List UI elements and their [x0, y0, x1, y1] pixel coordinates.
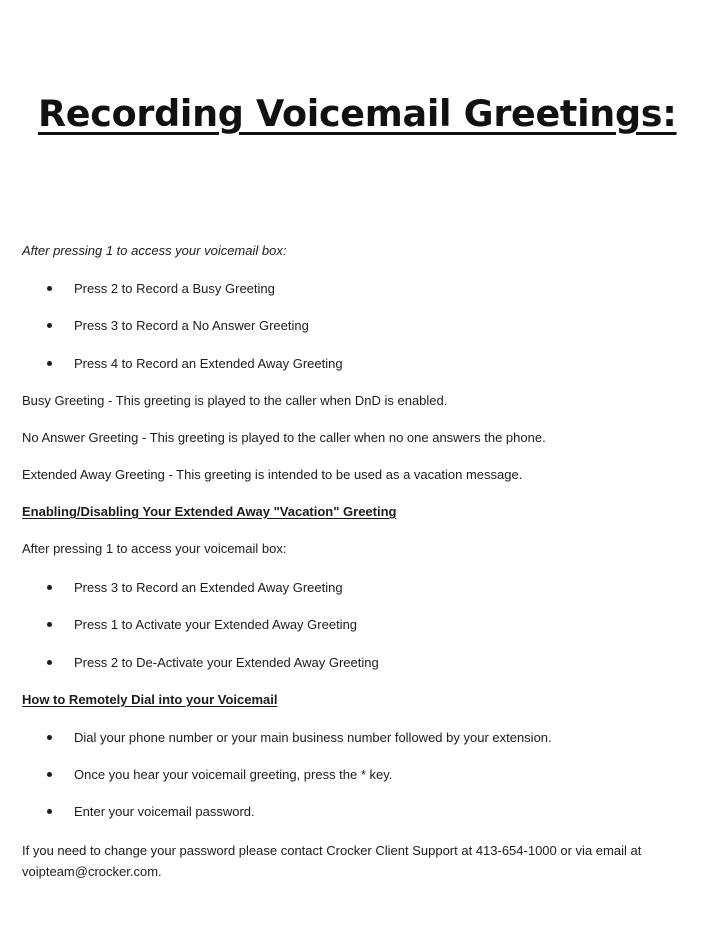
section1-intro: After pressing 1 to access your voicemail box:	[22, 243, 287, 258]
bullet-icon	[47, 323, 52, 328]
list-item	[47, 804, 255, 820]
list-item	[47, 730, 552, 746]
bullet-icon	[47, 735, 52, 740]
list-item	[47, 356, 343, 372]
bullet-icon	[47, 660, 52, 665]
page-title: Recording Voicemail Greetings:	[38, 92, 677, 135]
list-item	[47, 318, 309, 334]
section3-heading: How to Remotely Dial into your Voicemail	[22, 692, 278, 707]
list-item	[47, 655, 379, 671]
definition-busy-greeting: Busy Greeting - This greeting is played to the caller when DnD is enabled.	[22, 393, 448, 408]
list-item	[47, 580, 343, 596]
list-item-text: Press 3 to Record a No Answer Greeting	[74, 318, 309, 333]
list-item	[47, 617, 357, 633]
support-contact-paragraph: If you need to change your password please contact Crocker Client Support at 413-654-1000 or via email at voipteam@crocker.com.	[22, 843, 642, 879]
list-item-text: Dial your phone number or your main business number followed by your extension.	[74, 730, 552, 745]
list-item	[47, 281, 275, 297]
list-item-text: Press 2 to De-Activate your Extended Away Greeting	[74, 655, 379, 670]
list-item-text: Press 2 to Record a Busy Greeting	[74, 281, 275, 296]
bullet-icon	[47, 622, 52, 627]
list-item-text: Enter your voicemail password.	[74, 804, 255, 819]
list-item-text: Press 1 to Activate your Extended Away Greeting	[74, 617, 358, 632]
section2-intro: After pressing 1 to access your voicemail box:	[22, 541, 287, 556]
list-item-text: Press 3 to Record an Extended Away Greeting	[74, 580, 343, 595]
list-item-text: Press 4 to Record an Extended Away Greeting	[74, 356, 343, 371]
bullet-icon	[47, 809, 52, 814]
definition-extended-away-greeting: Extended Away Greeting - This greeting is intended to be used as a vacation message.	[22, 467, 523, 482]
bullet-icon	[47, 361, 52, 366]
definition-no-answer-greeting: No Answer Greeting - This greeting is played to the caller when no one answers the phone.	[22, 430, 546, 445]
bullet-icon	[47, 585, 52, 590]
list-item-text: Once you hear your voicemail greeting, press the * key.	[74, 767, 393, 782]
bullet-icon	[47, 286, 52, 291]
bullet-icon	[47, 772, 52, 777]
list-item	[47, 767, 392, 783]
section2-heading: Enabling/Disabling Your Extended Away "Vacation" Greeting	[22, 504, 397, 519]
